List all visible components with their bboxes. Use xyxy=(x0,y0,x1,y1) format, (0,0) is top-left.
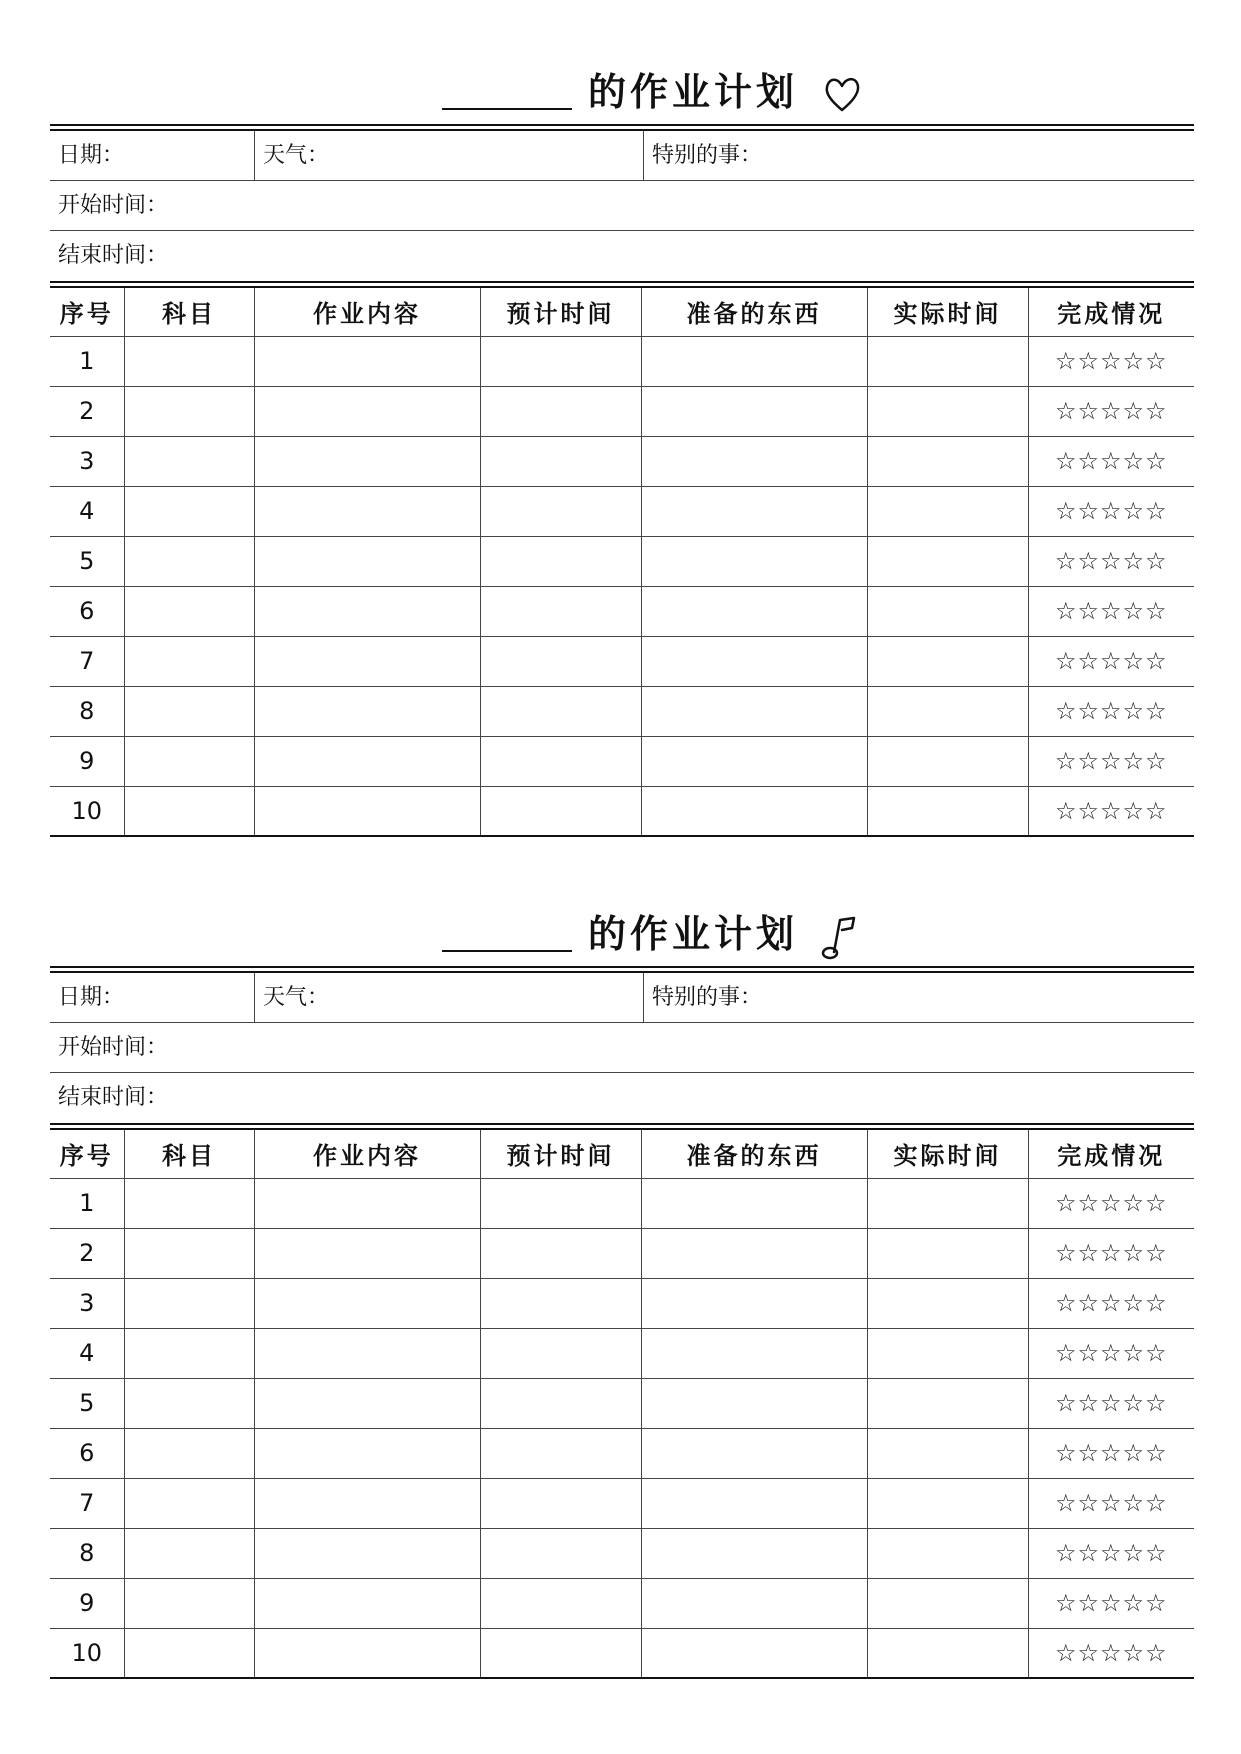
star-rating[interactable]: ☆☆☆☆☆ xyxy=(1028,736,1194,786)
materials-cell[interactable] xyxy=(641,1578,867,1628)
subject-cell[interactable] xyxy=(124,486,254,536)
table-row xyxy=(50,1578,1194,1628)
estimated-time-cell[interactable] xyxy=(480,686,641,736)
table-row xyxy=(50,1528,1194,1578)
info-row-end xyxy=(50,231,1194,281)
heart-icon xyxy=(822,72,862,116)
name-blank-line[interactable] xyxy=(442,108,572,110)
materials-cell[interactable] xyxy=(641,1228,867,1278)
star-rating[interactable]: ☆☆☆☆☆ xyxy=(1028,1278,1194,1328)
info-row-start xyxy=(50,1023,1194,1073)
row-number: 7 xyxy=(50,636,124,686)
row-number: 10 xyxy=(50,786,124,836)
star-rating[interactable]: ☆☆☆☆☆ xyxy=(1028,636,1194,686)
actual-time-cell[interactable] xyxy=(867,1278,1028,1328)
subject-cell[interactable] xyxy=(124,1428,254,1478)
estimated-time-cell[interactable] xyxy=(480,1228,641,1278)
estimated-time-cell[interactable] xyxy=(480,386,641,436)
row-number: 5 xyxy=(50,1378,124,1428)
homework-table xyxy=(50,1130,1194,1679)
estimated-time-cell[interactable] xyxy=(480,486,641,536)
actual-time-cell[interactable] xyxy=(867,1528,1028,1578)
row-number: 5 xyxy=(50,536,124,586)
end-time-field[interactable]: 结束时间： xyxy=(58,1085,169,1110)
star-rating[interactable]: ☆☆☆☆☆ xyxy=(1028,1578,1194,1628)
subject-cell[interactable] xyxy=(124,436,254,486)
col-header-subject: 科目 xyxy=(124,288,254,336)
content-cell[interactable] xyxy=(254,1528,480,1578)
actual-time-cell[interactable] xyxy=(867,536,1028,586)
star-rating[interactable]: ☆☆☆☆☆ xyxy=(1028,1378,1194,1428)
actual-time-cell[interactable] xyxy=(867,636,1028,686)
subject-cell[interactable] xyxy=(124,536,254,586)
estimated-time-cell[interactable] xyxy=(480,1428,641,1478)
estimated-time-cell[interactable] xyxy=(480,1628,641,1678)
star-rating[interactable]: ☆☆☆☆☆ xyxy=(1028,386,1194,436)
col-header-completion: 完成情况 xyxy=(1028,288,1194,336)
col-header-number: 序号 xyxy=(50,288,124,336)
content-cell[interactable] xyxy=(254,686,480,736)
row-number: 8 xyxy=(50,686,124,736)
content-cell[interactable] xyxy=(254,786,480,836)
subject-cell[interactable] xyxy=(124,1378,254,1428)
homework-table xyxy=(50,288,1194,837)
col-header-estimated-time: 预计时间 xyxy=(480,1130,641,1178)
content-cell[interactable] xyxy=(254,1628,480,1678)
estimated-time-cell[interactable] xyxy=(480,1178,641,1228)
music-note-icon xyxy=(820,914,860,962)
row-number: 3 xyxy=(50,436,124,486)
col-header-actual-time: 实际时间 xyxy=(867,1130,1028,1178)
estimated-time-cell[interactable] xyxy=(480,1478,641,1528)
content-cell[interactable] xyxy=(254,1228,480,1278)
info-row-date xyxy=(50,973,1194,1023)
materials-cell[interactable] xyxy=(641,1478,867,1528)
table-row xyxy=(50,1278,1194,1328)
subject-cell[interactable] xyxy=(124,1578,254,1628)
row-number: 1 xyxy=(50,336,124,386)
col-header-number: 序号 xyxy=(50,1130,124,1178)
actual-time-cell[interactable] xyxy=(867,586,1028,636)
row-number: 1 xyxy=(50,1178,124,1228)
content-cell[interactable] xyxy=(254,586,480,636)
materials-cell[interactable] xyxy=(641,1528,867,1578)
materials-cell[interactable] xyxy=(641,586,867,636)
info-row-end xyxy=(50,1073,1194,1123)
materials-cell[interactable] xyxy=(641,1278,867,1328)
row-number: 3 xyxy=(50,1278,124,1328)
table-row xyxy=(50,586,1194,636)
col-header-completion: 完成情况 xyxy=(1028,1130,1194,1178)
table-row xyxy=(50,386,1194,436)
content-cell[interactable] xyxy=(254,1578,480,1628)
actual-time-cell[interactable] xyxy=(867,1178,1028,1228)
info-row-date xyxy=(50,131,1194,181)
content-cell[interactable] xyxy=(254,736,480,786)
subject-cell[interactable] xyxy=(124,1528,254,1578)
content-cell[interactable] xyxy=(254,436,480,486)
estimated-time-cell[interactable] xyxy=(480,436,641,486)
estimated-time-cell[interactable] xyxy=(480,336,641,386)
estimated-time-cell[interactable] xyxy=(480,1528,641,1578)
star-rating[interactable]: ☆☆☆☆☆ xyxy=(1028,1478,1194,1528)
content-cell[interactable] xyxy=(254,1328,480,1378)
start-time-field[interactable]: 开始时间： xyxy=(58,1035,169,1060)
table-row xyxy=(50,736,1194,786)
materials-cell[interactable] xyxy=(641,536,867,586)
subject-cell[interactable] xyxy=(124,386,254,436)
col-header-content: 作业内容 xyxy=(254,1130,480,1178)
col-header-materials: 准备的东西 xyxy=(641,1130,867,1178)
row-number: 9 xyxy=(50,1578,124,1628)
row-number: 2 xyxy=(50,1228,124,1278)
content-cell[interactable] xyxy=(254,536,480,586)
actual-time-cell[interactable] xyxy=(867,1428,1028,1478)
subject-cell[interactable] xyxy=(124,1628,254,1678)
name-blank-line[interactable] xyxy=(442,950,572,952)
materials-cell[interactable] xyxy=(641,636,867,686)
materials-cell[interactable] xyxy=(641,436,867,486)
special-event-field[interactable]: 特别的事： xyxy=(652,143,763,168)
estimated-time-cell[interactable] xyxy=(480,1278,641,1328)
star-rating[interactable]: ☆☆☆☆☆ xyxy=(1028,786,1194,836)
subject-cell[interactable] xyxy=(124,1178,254,1228)
estimated-time-cell[interactable] xyxy=(480,786,641,836)
estimated-time-cell[interactable] xyxy=(480,1378,641,1428)
date-field[interactable]: 日期： xyxy=(50,131,255,180)
double-rule xyxy=(50,281,1194,288)
actual-time-cell[interactable] xyxy=(867,786,1028,836)
table-body xyxy=(50,1178,1194,1678)
table-row xyxy=(50,1328,1194,1378)
content-cell[interactable] xyxy=(254,1178,480,1228)
double-rule xyxy=(50,1123,1194,1130)
star-rating[interactable]: ☆☆☆☆☆ xyxy=(1028,1528,1194,1578)
plan-title-row xyxy=(50,910,1194,966)
materials-cell[interactable] xyxy=(641,1628,867,1678)
materials-cell[interactable] xyxy=(641,1378,867,1428)
star-rating[interactable]: ☆☆☆☆☆ xyxy=(1028,1328,1194,1378)
row-number: 7 xyxy=(50,1478,124,1528)
content-cell[interactable] xyxy=(254,636,480,686)
col-header-content: 作业内容 xyxy=(254,288,480,336)
subject-cell[interactable] xyxy=(124,336,254,386)
actual-time-cell[interactable] xyxy=(867,436,1028,486)
actual-time-cell[interactable] xyxy=(867,736,1028,786)
star-rating[interactable]: ☆☆☆☆☆ xyxy=(1028,536,1194,586)
homework-plan-2 xyxy=(50,910,1194,1679)
actual-time-cell[interactable] xyxy=(867,1578,1028,1628)
row-number: 9 xyxy=(50,736,124,786)
row-number: 2 xyxy=(50,386,124,436)
content-cell[interactable] xyxy=(254,486,480,536)
subject-cell[interactable] xyxy=(124,736,254,786)
materials-cell[interactable] xyxy=(641,386,867,436)
content-cell[interactable] xyxy=(254,1378,480,1428)
table-row xyxy=(50,636,1194,686)
estimated-time-cell[interactable] xyxy=(480,1328,641,1378)
row-number: 6 xyxy=(50,1428,124,1478)
double-rule xyxy=(50,124,1194,131)
subject-cell[interactable] xyxy=(124,586,254,636)
estimated-time-cell[interactable] xyxy=(480,536,641,586)
star-rating[interactable]: ☆☆☆☆☆ xyxy=(1028,586,1194,636)
content-cell[interactable] xyxy=(254,386,480,436)
table-row xyxy=(50,1478,1194,1528)
actual-time-cell[interactable] xyxy=(867,1328,1028,1378)
end-time-field[interactable]: 结束时间： xyxy=(58,243,169,268)
content-cell[interactable] xyxy=(254,336,480,386)
table-header-row xyxy=(50,1130,1194,1178)
star-rating[interactable]: ☆☆☆☆☆ xyxy=(1028,1628,1194,1678)
content-cell[interactable] xyxy=(254,1478,480,1528)
info-row-start xyxy=(50,181,1194,231)
subject-cell[interactable] xyxy=(124,1278,254,1328)
table-body xyxy=(50,336,1194,836)
table-row xyxy=(50,336,1194,386)
plan-title: 的作业计划 xyxy=(588,70,799,114)
table-row xyxy=(50,436,1194,486)
content-cell[interactable] xyxy=(254,1278,480,1328)
materials-cell[interactable] xyxy=(641,1328,867,1378)
actual-time-cell[interactable] xyxy=(867,386,1028,436)
row-number: 4 xyxy=(50,1328,124,1378)
materials-cell[interactable] xyxy=(641,336,867,386)
homework-plan-1 xyxy=(50,68,1194,837)
star-rating[interactable]: ☆☆☆☆☆ xyxy=(1028,1178,1194,1228)
table-row xyxy=(50,1178,1194,1228)
materials-cell[interactable] xyxy=(641,1178,867,1228)
materials-cell[interactable] xyxy=(641,736,867,786)
col-header-materials: 准备的东西 xyxy=(641,288,867,336)
weather-field[interactable]: 天气： xyxy=(255,973,644,1022)
content-cell[interactable] xyxy=(254,1428,480,1478)
weather-field[interactable]: 天气： xyxy=(255,131,644,180)
row-number: 6 xyxy=(50,586,124,636)
col-header-estimated-time: 预计时间 xyxy=(480,288,641,336)
materials-cell[interactable] xyxy=(641,1428,867,1478)
star-rating[interactable]: ☆☆☆☆☆ xyxy=(1028,486,1194,536)
row-number: 8 xyxy=(50,1528,124,1578)
actual-time-cell[interactable] xyxy=(867,336,1028,386)
plan-title-row xyxy=(50,68,1194,124)
star-rating[interactable]: ☆☆☆☆☆ xyxy=(1028,436,1194,486)
estimated-time-cell[interactable] xyxy=(480,636,641,686)
subject-cell[interactable] xyxy=(124,1328,254,1378)
subject-cell[interactable] xyxy=(124,1228,254,1278)
special-event-field[interactable]: 特别的事： xyxy=(652,985,763,1010)
subject-cell[interactable] xyxy=(124,686,254,736)
table-row xyxy=(50,486,1194,536)
plan-title: 的作业计划 xyxy=(588,912,799,956)
star-rating[interactable]: ☆☆☆☆☆ xyxy=(1028,1228,1194,1278)
actual-time-cell[interactable] xyxy=(867,686,1028,736)
estimated-time-cell[interactable] xyxy=(480,586,641,636)
subject-cell[interactable] xyxy=(124,1478,254,1528)
table-row xyxy=(50,1228,1194,1278)
table-row xyxy=(50,686,1194,736)
estimated-time-cell[interactable] xyxy=(480,1578,641,1628)
star-rating[interactable]: ☆☆☆☆☆ xyxy=(1028,686,1194,736)
table-row xyxy=(50,1428,1194,1478)
star-rating[interactable]: ☆☆☆☆☆ xyxy=(1028,336,1194,386)
actual-time-cell[interactable] xyxy=(867,1628,1028,1678)
col-header-subject: 科目 xyxy=(124,1130,254,1178)
row-number: 10 xyxy=(50,1628,124,1678)
materials-cell[interactable] xyxy=(641,486,867,536)
date-field[interactable]: 日期： xyxy=(50,973,255,1022)
star-rating[interactable]: ☆☆☆☆☆ xyxy=(1028,1428,1194,1478)
estimated-time-cell[interactable] xyxy=(480,736,641,786)
row-number: 4 xyxy=(50,486,124,536)
actual-time-cell[interactable] xyxy=(867,1228,1028,1278)
table-header-row xyxy=(50,288,1194,336)
actual-time-cell[interactable] xyxy=(867,486,1028,536)
col-header-actual-time: 实际时间 xyxy=(867,288,1028,336)
table-row xyxy=(50,536,1194,586)
table-row xyxy=(50,1628,1194,1678)
subject-cell[interactable] xyxy=(124,636,254,686)
subject-cell[interactable] xyxy=(124,786,254,836)
actual-time-cell[interactable] xyxy=(867,1478,1028,1528)
materials-cell[interactable] xyxy=(641,786,867,836)
materials-cell[interactable] xyxy=(641,686,867,736)
double-rule xyxy=(50,966,1194,973)
table-row xyxy=(50,1378,1194,1428)
actual-time-cell[interactable] xyxy=(867,1378,1028,1428)
table-row xyxy=(50,786,1194,836)
start-time-field[interactable]: 开始时间： xyxy=(58,193,169,218)
